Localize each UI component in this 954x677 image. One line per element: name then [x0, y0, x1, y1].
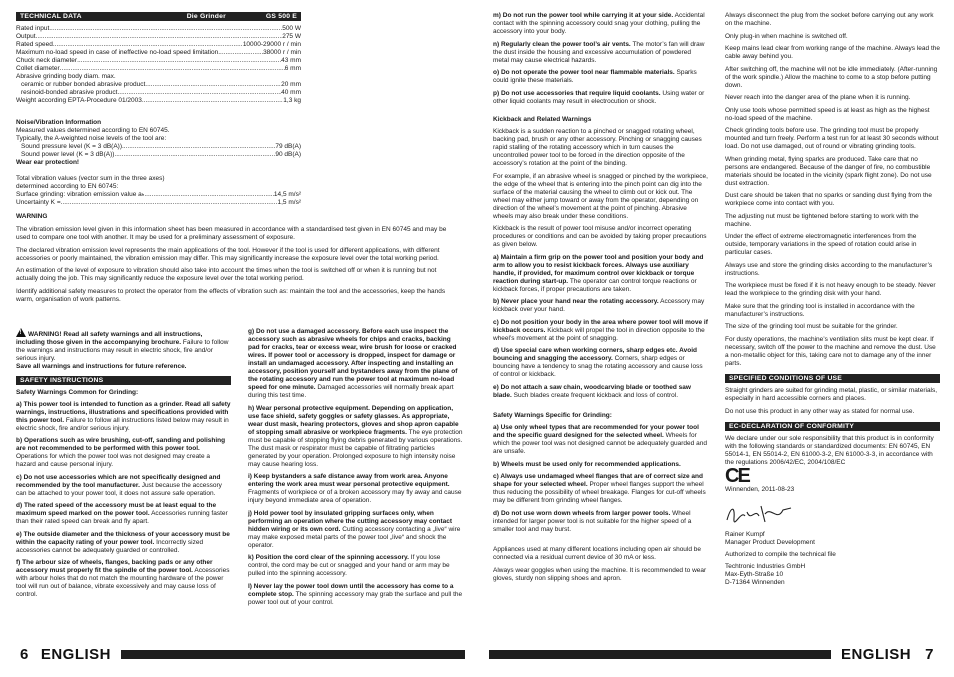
safety-item-bold: p) Do not use accessories that require liquid coolants. — [493, 89, 661, 97]
safety-item — [493, 384, 708, 400]
safety-item-bold: l) Never lay the power tool down until the accessory has come to a complete stop. — [248, 582, 454, 598]
specific-items — [493, 424, 708, 534]
vibration-paragraphs — [16, 226, 448, 308]
instruction-paragraph: After switching off, the machine will not be idle immediately. (After-running of the work spindle.) Allow the machine to come to a stop before putting down. — [725, 65, 938, 89]
safety-item — [16, 437, 231, 469]
save-instructions: Save all warnings and instructions for future reference. — [16, 363, 187, 370]
safety-item-text: Operations for which the power tool was not designed may create a hazard and cause personal injury. — [16, 453, 211, 468]
safety-item-bold: d) The rated speed of the accessory must be at least equal to the maximum speed marked on the power tool. — [16, 502, 217, 517]
safety-item-text: Fragments of workpiece or of a broken accessory may fly away and cause injury beyond immediate area of operation. — [248, 489, 462, 504]
technical-rows — [16, 25, 301, 73]
footer-bar-right — [489, 650, 831, 659]
safety-item-text: Accessories running faster than their rated speed can break and fly apart. — [16, 510, 228, 525]
spec-label: ceramic or rubber bonded abrasive product — [21, 81, 146, 88]
spec-value: 40 mm — [281, 89, 301, 96]
page-number-left: 6 — [20, 645, 29, 663]
wear-ear-protection: Wear ear protection! — [16, 159, 80, 166]
safety-item-bold: d) Do not use worn down wheels from larger power tools. — [493, 509, 671, 517]
spec-value: 10000-29000 r / min — [242, 41, 301, 48]
instruction-paragraph: Make sure that the grinding tool is installed in accordance with the manufacturer’s instructions. — [725, 302, 915, 318]
vibration-paragraph: An estimation of the level of exposure to vibration should also take into account the times when the tool is switched off or when it is running but not actually doing the job. This may significantly reduce the exposure level over the total working period. — [16, 267, 437, 282]
vibration-paragraph: The declared vibration emission level represents the main applications of the tool. However if the tool is used for different applications, with different accessories or poorly maintained, the vibration emission may differ. This may significantly increase the exposure level over the total working period. — [16, 246, 440, 262]
specified-conditions-band: SPECIFIED CONDITIONS OF USE — [725, 374, 940, 383]
safety-instructions-band: SAFETY INSTRUCTIONS — [16, 376, 231, 385]
column-4 — [725, 12, 940, 587]
safety-item-bold: a) This power tool is intended to function as a grinder. Read all safety warnings, instructions, illustrations and specifications provided with this power tool. — [16, 400, 231, 424]
instruction-paragraph: Only plug-in when machine is switched off. — [725, 32, 848, 40]
kickback-title: Kickback and Related Warnings — [493, 116, 592, 123]
spec-row — [16, 81, 301, 89]
warning-title: WARNING — [16, 213, 48, 220]
model-number: GS 500 E — [265, 13, 297, 20]
warning-triangle-icon — [16, 328, 26, 337]
safety-item-text: Kickback will propel the tool in direction opposite to the wheel’s movement at the point of snagging. — [493, 326, 705, 342]
kickback-paragraph: Kickback is the result of power tool misuse and/or incorrect operating procedures or conditions and can be avoided by taking proper precautions as given below. — [493, 225, 707, 248]
safety-item-bold: f) The arbour size of wheels, flanges, backing pads or any other accessory must properly fit the spindle of the power tool. — [16, 559, 213, 574]
vibration-rows — [16, 191, 301, 207]
column-safety-3 — [493, 12, 708, 587]
vibration-paragraph: Identify additional safety measures to protect the operator from the effects of vibration such as: maintain the tool and the accessories, keep the hands warm, organisation of work patterns. — [16, 287, 446, 303]
footer-left — [20, 646, 465, 662]
rcd-paragraph: Appliances used at many different locations including open air should be connected via a residual current device of 30 mA or less. — [493, 546, 702, 561]
spec-label: resinoid-bonded abrasive product — [21, 89, 118, 96]
safety-items — [16, 401, 231, 600]
instruction-paragraph: The workpiece must be fixed if it is not heavy enough to be steady. Never lead the workpiece to the grinding disk with your hand. — [725, 282, 936, 297]
safety-item — [493, 12, 708, 36]
safety-item-text: Accidental contact with the spinning accessory could snag your clothing, pulling the accessory into your body. — [493, 12, 705, 35]
safety-item-bold: c) Do not position your body in the area where power tool will move if kickback occurs. — [493, 318, 708, 334]
spec-value: 20 mm — [281, 81, 301, 88]
noise-line2: Typically, the A-weighted noise levels of the tool are: — [16, 135, 167, 142]
spec-row — [16, 199, 301, 207]
instruction-paragraph: The size of the grinding tool must be suitable for the grinder. — [725, 323, 898, 330]
vib-line2: determined according to EN 60745: — [16, 183, 119, 190]
safety-item — [248, 554, 463, 578]
safety-item-bold: n) Regularly clean the power tool’s air vents. — [493, 40, 631, 48]
noise-rows — [16, 143, 301, 159]
safety-item-text: The eye protection must be capable of stopping flying debris generated by various operations. The dust mask or respirator must be capable of filtrating particles generated by your operation. Prolonged exposure to high intensity noise may cause hearing loss. — [248, 428, 463, 468]
noise-line1: Measured values determined according to EN 60745. — [16, 127, 170, 134]
safety-item-text: Corners, sharp edges or bouncing have a tendency to snag the rotating accessory and cause loss of control or kickback. — [493, 355, 703, 378]
product-type: Die Grinder — [186, 13, 226, 20]
safety-item-bold: b) Wheels must be used only for recommended applications. — [493, 460, 681, 468]
safety-item — [493, 319, 708, 343]
spec-label: Surface grinding: vibration emission value aₕ — [16, 191, 145, 198]
safety-item — [248, 510, 463, 550]
vib-line1: Total vibration values (vector sum in the three axes) — [16, 175, 165, 182]
spec-value: 79 dB(A) — [275, 143, 301, 150]
spec-value: 38000 r / min — [263, 49, 301, 56]
spec-value: 275 W — [282, 33, 301, 40]
spec-value: 90 dB(A) — [275, 151, 301, 158]
spec-label: Sound pressure level (K = 3 dB(A)) — [21, 143, 122, 150]
safety-item-bold: o) Do not operate the power tool near flammable materials. — [493, 69, 675, 76]
col3-top-items — [493, 12, 708, 106]
safety-item — [248, 405, 463, 469]
safety-item-bold: b) Operations such as wire brushing, cut-off, sanding and polishing are not recommended to be performed with this power tool. — [16, 437, 226, 452]
safety-item-text: The motor’s fan will draw the dust inside the housing and excessive accumulation of powdered metal may cause electrical hazards. — [493, 40, 705, 64]
spec-value: 1,5 m/s² — [277, 199, 301, 206]
spec-label: Output — [16, 33, 36, 40]
spec-value: 14,5 m/s² — [273, 191, 301, 198]
specified-paragraph: Do not use this product in any other way as stated for normal use. — [725, 407, 915, 415]
safety-item-text: Just because the accessory can be attached to your power tool, it does not assure safe operation. — [16, 481, 222, 497]
spec-label: Maximum no-load speed in case of ineffective no-load speed limitation — [16, 49, 219, 56]
instruction-paragraph: When grinding metal, flying sparks are produced. Take care that no persons are endangered. Because of the danger of fire, no combustible materials should be located in the vicinity (spark flight zone). Do not use dust extraction. — [725, 155, 932, 187]
company-name: Techtronic Industries GmbH — [725, 562, 806, 570]
safety-item-text: Cutting accessory contacting a „live“ wire may make exposed metal parts of the power tool „live“ and shock the operator. — [248, 525, 461, 549]
column-technical — [16, 12, 301, 225]
instruction-paragraph: Always disconnect the plug from the socket before carrying out any work on the machine. — [725, 12, 934, 27]
safety-item — [16, 474, 231, 498]
safety-item — [16, 559, 231, 599]
safety-item — [493, 41, 708, 65]
safety-item — [493, 473, 708, 505]
footer-bar-left — [121, 650, 465, 659]
vibration-paragraph: The vibration emission level given in this information sheet has been measured in accordance with a standardised test given in EN 60745 and may be used to compare one tool with another. It may be used for a preliminary assessment of exposure. — [16, 226, 447, 241]
safety-item — [16, 502, 231, 526]
safety-item-bold: g) Do not use a damaged accessory. Before each use inspect the accessory such as abrasive wheels for chips and cracks, backing pad for cracks, tear or excess wear, wire brush for loose or cracked wires. If power tool or accessory is dropped, inspect for damage or install an undamaged accessory. After inspecting and installing an accessory, position yourself and bystanders away from the plane of the rotating accessory and run the power tool at maximum no-load speed for one minute. — [248, 328, 458, 391]
spec-value: 1,3 kg — [283, 97, 301, 104]
instruction-paragraph: Dust care should be taken that no sparks or sanding dust flying from the workpiece come into contact with you. — [725, 192, 933, 207]
safety-item-bold: a) Use only wheel types that are recommended for your power tool and the specific guard designed for the selected wheel. — [493, 424, 699, 439]
safety-item — [16, 401, 231, 433]
noise-title: Noise/Vibration Information — [16, 119, 102, 126]
column-safety-1 — [16, 328, 231, 604]
safety-item — [248, 583, 463, 607]
kickback-items — [493, 254, 708, 400]
safety-item-text: Proper wheel flanges support the wheel thus reducing the possibility of wheel breakage. Flanges for cut-off wheels may be different from grinding wheel flanges. — [493, 481, 706, 504]
abrasive-rows — [16, 81, 301, 97]
spec-row — [16, 65, 301, 73]
safety-item-text: The operator can control torque reactions or kickback forces, if proper precautions are taken. — [493, 277, 697, 293]
safety-item — [493, 510, 708, 534]
specified-paragraph: Straight grinders are suited for grinding metal, plastic, or similar materials, especially in hard accessible corners and places. — [725, 387, 938, 402]
instruction-paragraph: Only use tools whose permitted speed is at least as high as the highest no-load speed of the machine. — [725, 106, 930, 122]
authorized-text: Authorized to compile the technical file — [725, 550, 836, 558]
spec-row — [16, 151, 301, 159]
safety-item-bold: d) Use special care when working corners, sharp edges etc. Avoid bouncing and snagging the accessory. — [493, 347, 697, 362]
spec-label: Rated speed — [16, 41, 53, 48]
spec-value: 43 mm — [281, 57, 301, 64]
spec-value: 6 mm — [284, 65, 301, 72]
safety-item-bold: h) Wear personal protective equipment. Depending on application, use face shield, safety goggles or safety glasses. As appropriate, wear dust mask, hearing protectors, gloves and shop apron capable of stopping small abrasive or workpiece fragments. — [248, 404, 459, 436]
col4-paragraphs — [725, 12, 940, 368]
safety-item-bold: a) Maintain a firm grip on the power tool and position your body and arm to allow you to resist kickback forces. Always use auxiliary handle, if provided, for maximum control over kickback or torque reaction during start-up. — [493, 253, 704, 285]
spec-row — [16, 143, 301, 151]
spec-row — [16, 89, 301, 97]
spec-row — [16, 25, 301, 33]
safety-item-bold: i) Keep bystanders a safe distance away from work area. Anyone entering the work area must wear personal protective equipment. — [248, 473, 450, 488]
instruction-paragraph: Under the effect of extreme electromagnetic interferences from the outside, temporary variations in the speed of rotation could arise in particular cases. — [725, 233, 917, 256]
signer-position: Manager Product Development — [725, 538, 815, 546]
technical-data-title: TECHNICAL DATA — [20, 13, 82, 20]
spec-label: Collet diameter — [16, 65, 60, 72]
safety-item — [493, 298, 708, 314]
technical-data-band — [16, 12, 301, 21]
safety-item — [493, 69, 708, 85]
language-left: ENGLISH — [40, 645, 112, 663]
safety-item — [493, 424, 708, 456]
spec-row — [16, 41, 301, 49]
safety-item-bold: e) The outside diameter and the thickness of your accessory must be within the capacity rating of your power tool. — [16, 530, 230, 546]
instruction-paragraph: Keep mains lead clear from working range of the machine. Always lead the cable away behind you. — [725, 45, 940, 60]
ce-mark: CE — [725, 464, 749, 487]
instruction-paragraph: Always use and store the grinding disks according to the manufacturer’s instructions. — [725, 261, 933, 277]
weight-row — [16, 97, 301, 105]
safety-item-text: Damaged accessories will normally break apart during this test time. — [248, 384, 454, 399]
spec-row — [16, 33, 301, 41]
safety-item-text: If you lose control, the cord may be cut or snagged and your hand or arm may be pulled into the spinning accessory. — [248, 554, 450, 577]
safety-item — [248, 473, 463, 505]
spec-label: Weight according EPTA-Procedure 01/2003 — [16, 97, 142, 104]
abrasive-heading: Abrasive grinding body diam. max. — [16, 73, 116, 80]
company-street: Max-Eyth-Straße 10 — [725, 570, 784, 578]
safety-item — [493, 254, 708, 294]
safety-item-bold: b) Never place your hand near the rotating accessory. — [493, 298, 659, 305]
safety-item-text: Using water or other liquid coolants may result in electrocution or shock. — [493, 89, 705, 105]
signer-name: Rainer Kumpf — [725, 530, 765, 538]
common-grinding-title: Safety Warnings Common for Grinding: — [16, 388, 139, 396]
spec-row — [16, 191, 301, 199]
safety-item-bold: e) Do not attach a saw chain, woodcarving blade or toothed saw blade. — [493, 383, 691, 399]
safety-item-text: Failure to follow all instructions listed below may result in electric shock, fire and/or serious injury. — [16, 416, 229, 432]
instruction-paragraph: For dusty operations, the machine’s ventilation slits must be kept clear. If necessary, switch off the power to the machine and remove the dust. Use a non-metallic object for this, taking care not to damage any of the inner parts. — [725, 335, 936, 367]
safety-item-bold: k) Position the cord clear of the spinning accessory. — [248, 554, 409, 561]
kickback-paragraph: For example, if an abrasive wheel is snagged or pinched by the workpiece, the edge of the wheel that is entering into the pinch point can dig into the surface of the material causing the wheel to climb out or kick out. The wheel may either jump toward or away from the operator, depending on direction of the wheel’s movement at the point of pinching. Abrasive wheels may also break under these conditions. — [493, 172, 708, 220]
instruction-paragraph: The adjusting nut must be tightened before starting to work with the machine. — [725, 212, 919, 228]
safety-item-text: Incorrectly sized accessories cannot be adequately guarded or controlled. — [16, 538, 204, 554]
kickback-paragraph: Kickback is a sudden reaction to a pinched or snagged rotating wheel, backing pad, brush or any other accessory. Pinching or snagging causes rapid stalling of the rotating accessory which in turn causes the uncontrolled power tool to be forced in the direction opposite of the accessory’s rotation at the point of the binding. — [493, 128, 702, 167]
instruction-paragraph: Check grinding tools before use. The grinding tool must be properly mounted and turn freely. Perform a test run for at least 30 seconds without load. Do not use damaged, out of round or vibrating grinding tools. — [725, 127, 939, 150]
column-safety-2 — [248, 328, 463, 611]
spec-row — [16, 57, 301, 65]
spec-label: Rated input — [16, 25, 50, 32]
instruction-paragraph: Never reach into the danger area of the plane when it is running. — [725, 94, 911, 101]
safety-item-text: Accessories with arbour holes that do not match the mounting hardware of the power tool will run out of balance, vibrate excessively and may cause loss of control. — [16, 567, 230, 598]
page-number-right: 7 — [925, 645, 934, 663]
safety-item-text: Such blades create frequent kickback and loss of control. — [511, 391, 679, 399]
safety-item — [493, 347, 708, 379]
spec-label: Chuck neck diameter — [16, 57, 78, 64]
safety-item-text: Wheels for which the power tool was not designed cannot be adequately guarded and are unsafe. — [493, 432, 707, 455]
company-city: D-71364 Winnenden — [725, 578, 785, 586]
safety-item — [493, 461, 708, 469]
safety-item-bold: m) Do not run the power tool while carrying it at your side. — [493, 12, 674, 19]
safety-item-text: Accessory may kickback over your hand. — [493, 298, 705, 313]
signature-icon — [725, 502, 797, 526]
goggles-paragraph: Always wear goggles when using the machine. It is recommended to wear gloves, sturdy non slipping shoes and apron. — [493, 566, 707, 582]
safety-item — [493, 90, 708, 106]
safety-item — [16, 531, 231, 555]
spec-value: 500 W — [282, 25, 301, 32]
spec-label: Uncertainty K = — [16, 199, 61, 206]
safety-item-text: Wheel intended for larger power tool is not suitable for the higher speed of a smaller tool and may burst. — [493, 509, 692, 533]
language-right: ENGLISH — [840, 645, 912, 663]
safety-item — [248, 328, 463, 400]
safety-item-text: Sparks could ignite these materials. — [493, 69, 697, 84]
specific-grinding-title: Safety Warnings Specific for Grinding: — [493, 412, 612, 419]
ec-declaration-band: EC-DECLARATION OF CONFORMITY — [725, 422, 940, 431]
safety-item-text: The spinning accessory may grab the surface and pull the power tool out of your control. — [248, 590, 463, 606]
warning-block: !WARNING! Read all safety warnings and all instructions, including those given in the accompanying brochure. Failure to follow the warnings and instructions may result in electric shock, fire and/or serious injury. Save all warnings and instructions for future reference. — [16, 328, 231, 371]
safety-item-bold: c) Do not use accessories which are not specifically designed and recommended by the tool manufacturer. — [16, 473, 221, 489]
spec-label: Sound power level (K = 3 dB(A)) — [21, 151, 115, 158]
safety-item-bold: j) Hold power tool by insulated gripping surfaces only, when performing an operation where the cutting accessory may contact hidden wiring or its own cord. — [248, 509, 453, 533]
place-date: Winnenden, 2011-08-23 — [725, 485, 795, 493]
col2-items — [248, 328, 463, 607]
ec-paragraph: We declare under our sole responsibility that this product is in conformity with the following standards or standardized documents: EN 60745, EN 55014-1, EN 55014-2, EN 61000-3-2, EN 61000-3-3, in accordance with the regulations 2006/42/EC, 2004/108/EC — [725, 435, 934, 466]
footer-right — [489, 646, 934, 662]
spec-row — [16, 49, 301, 57]
safety-item-bold: c) Always use undamaged wheel flanges that are of correct size and shape for your selected wheel. — [493, 473, 703, 488]
